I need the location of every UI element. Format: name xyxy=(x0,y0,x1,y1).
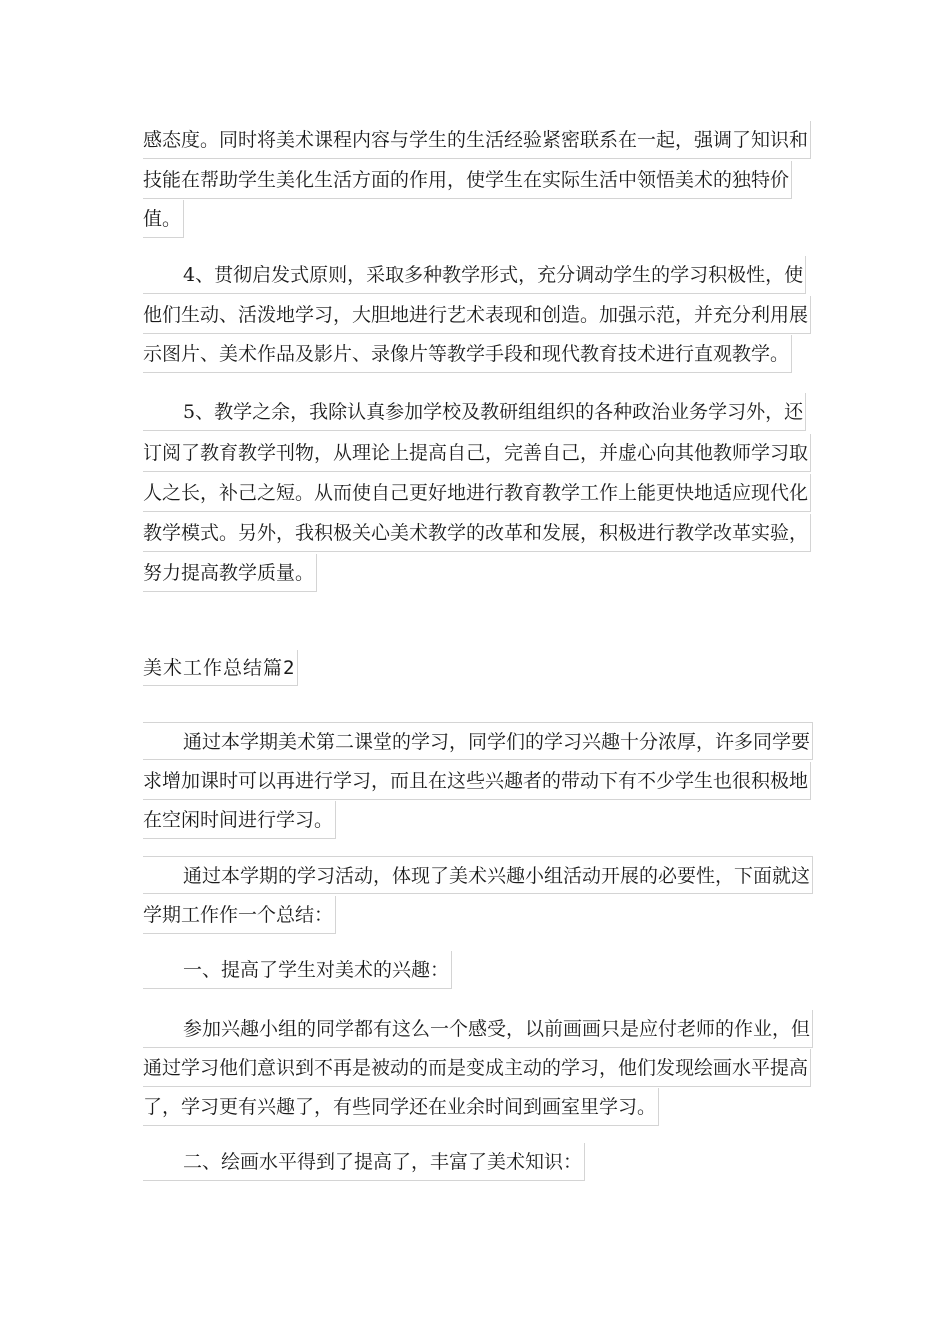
paragraph-line: 人之长，补己之短。从而使自己更好地进行教育教学工作上能更快地适应现代化 xyxy=(143,474,811,512)
paragraph-line: 感态度。同时将美术课程内容与学生的生活经验紧密联系在一起，强调了知识和 xyxy=(143,121,811,159)
paragraph-line: 5、教学之余，我除认真参加学校及教研组组织的各种政治业务学习外，还 xyxy=(143,393,806,431)
paragraph-line: 学期工作作一个总结： xyxy=(143,896,336,934)
paragraph-line: 参加兴趣小组的同学都有这么一个感受，以前画画只是应付老师的作业，但 xyxy=(143,1010,813,1048)
paragraph-line: 技能在帮助学生美化生活方面的作用，使学生在实际生活中领悟美术的独特价 xyxy=(143,161,792,199)
paragraph-line: 求增加课时可以再进行学习，而且在这些兴趣者的带动下有不少学生也很积极地 xyxy=(143,762,811,800)
paragraph-line: 通过本学期的学习活动，体现了美术兴趣小组活动开展的必要性，下面就这 xyxy=(143,856,813,894)
subheading-line: 二、绘画水平得到了提高了，丰富了美术知识： xyxy=(143,1143,585,1181)
paragraph-line: 值。 xyxy=(143,200,184,238)
paragraph-line: 通过本学期美术第二课堂的学习，同学们的学习兴趣十分浓厚，许多同学要 xyxy=(143,722,813,760)
paragraph-line: 教学模式。另外，我积极关心美术教学的改革和发展，积极进行教学改革实验， xyxy=(143,514,811,552)
subheading-line: 一、提高了学生对美术的兴趣： xyxy=(143,951,452,989)
paragraph-line: 示图片、美术作品及影片、录像片等教学手段和现代教育技术进行直观教学。 xyxy=(143,335,792,373)
paragraph-line: 通过学习他们意识到不再是被动的而是变成主动的学习，他们发现绘画水平提高 xyxy=(143,1049,811,1087)
paragraph-line: 他们生动、活泼地学习，大胆地进行艺术表现和创造。加强示范，并充分利用展 xyxy=(143,296,811,334)
section-heading: 美术工作总结篇2 xyxy=(143,650,298,686)
paragraph-line: 努力提高教学质量。 xyxy=(143,554,317,592)
paragraph-line: 了，学习更有兴趣了，有些同学还在业余时间到画室里学习。 xyxy=(143,1088,659,1126)
paragraph-line: 4、贯彻启发式原则，采取多种教学形式，充分调动学生的学习积极性，使 xyxy=(143,256,806,294)
paragraph-line: 订阅了教育教学刊物，从理论上提高自己，完善自己，并虚心向其他教师学习取 xyxy=(143,434,811,472)
paragraph-line: 在空闲时间进行学习。 xyxy=(143,801,336,839)
